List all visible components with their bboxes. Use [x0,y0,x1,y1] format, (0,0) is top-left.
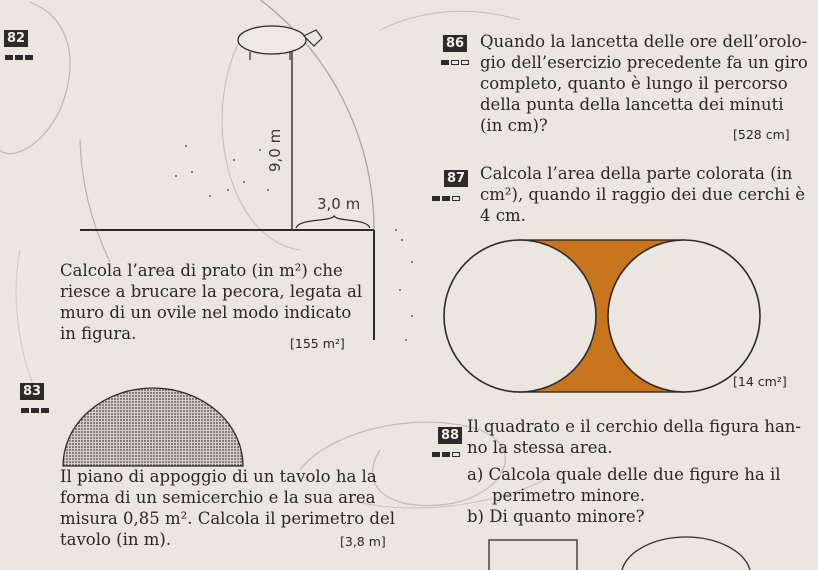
exercise-82-text: Calcola l’area di prato (in m²) che riesce a brucare la pecora, legata al muro di un ovile nel modo indicato in figura. [60,261,363,343]
left-circle [444,240,596,392]
exercise-87-number: 87 [444,170,468,187]
exercise-82-answer: [155 m²] [290,336,345,351]
exercise-87-text: Calcola l’area della parte colorata (in cm²), quando il raggio dei due cerchi è 4 cm. [480,164,806,225]
exercise-86-number: 86 [443,35,467,52]
exercise-88-difficulty [432,452,460,457]
square-and-circle-figure [480,528,810,570]
exercise-88-item-b: b) Di quanto minore? [467,507,645,526]
exercise-86-difficulty [441,60,469,65]
exercise-83-answer: [3,8 m] [340,534,386,549]
exercise-86-answer: [528 cm] [733,127,790,142]
exercise-82-number: 82 [4,30,28,47]
exercise-86-text: Quando la lancetta delle ore dell’orolo- gio dell’esercizio precedente fa un giro completo, quanto è lungo il percorso della punta della lancetta dei minuti (in cm)? [480,32,808,135]
height-label: 9,0 m [266,128,284,172]
exercise-88-item-a: a) Calcola quale delle due figure ha il perimetro minore. [467,465,781,505]
semicircle-table [60,386,250,468]
circle-shape [622,537,750,570]
exercise-87-answer: [14 cm²] [733,374,787,389]
square-shape [489,540,577,570]
exercise-83-number: 83 [20,383,44,400]
exercise-88-number: 88 [438,427,462,444]
two-circles-figure [440,238,770,396]
exercise-83-difficulty [21,408,49,413]
width-label: 3,0 m [317,195,361,213]
exercise-87-difficulty [432,196,460,201]
exercise-83-text: Il piano di appoggio di un tavolo ha la forma di un semicerchio e la sua area misura 0,85 m². Calcola il perimetro del tavolo (in m). [60,467,395,549]
exercise-88-text: Il quadrato e il cerchio della figura han- no la stessa area. [467,417,801,457]
right-circle [608,240,760,392]
